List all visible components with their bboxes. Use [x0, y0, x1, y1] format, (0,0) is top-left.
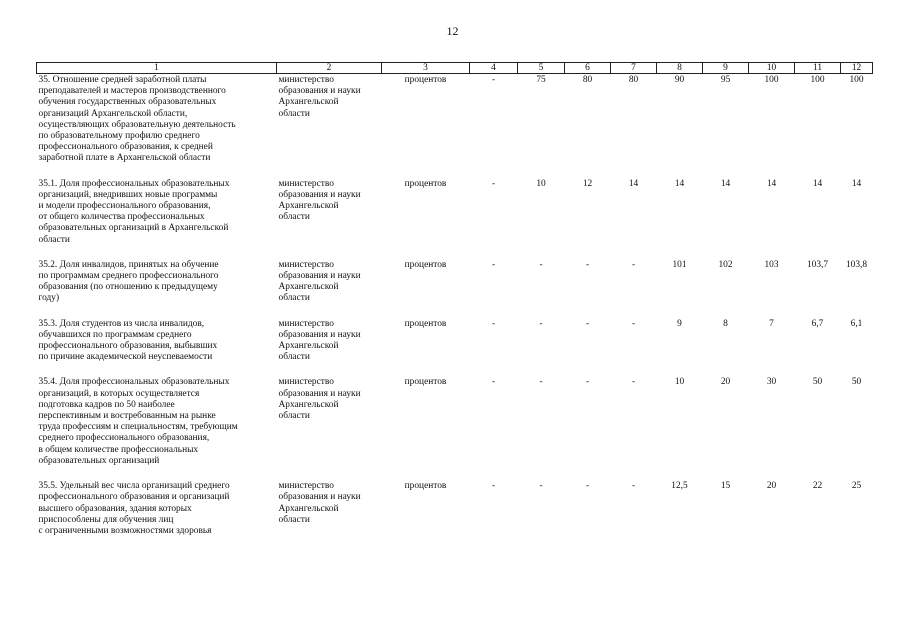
value-cell: 100	[849, 75, 864, 85]
value-cell: 10	[536, 178, 546, 189]
value-cell: 10	[674, 377, 685, 388]
unit-of-measure: процентов	[404, 75, 447, 85]
value-cell: 25	[851, 481, 862, 492]
value-cell: 75	[536, 75, 546, 85]
table-row	[37, 260, 873, 319]
column-header: 9	[703, 63, 749, 74]
table-row	[37, 319, 873, 378]
value-cell: 50	[812, 377, 823, 388]
value-cell: -	[539, 377, 543, 388]
responsible-executor: министерство образования и науки Архангельской области	[278, 481, 361, 525]
value-cell: 80	[582, 75, 593, 85]
value-cell: 6,1	[850, 318, 863, 329]
value-cell: 22	[812, 481, 823, 492]
indicators-table	[36, 62, 873, 551]
value-cell: 103	[764, 259, 779, 270]
value-cell: 14	[766, 178, 777, 189]
unit-of-measure: процентов	[404, 259, 447, 270]
column-header: 8	[657, 63, 703, 74]
unit-of-measure: процентов	[404, 481, 447, 492]
value-cell: 100	[764, 75, 779, 85]
value-cell: 101	[672, 259, 687, 270]
unit-of-measure: процентов	[404, 178, 447, 189]
value-cell: 100	[810, 75, 825, 85]
responsible-executor: министерство образования и науки Архангельской области	[278, 178, 361, 223]
value-cell: -	[491, 481, 496, 492]
indicator-name: 35.3. Доля студентов из числа инвалидов, обучавшихся по программам среднего профессионального образования, выбывших по причине академической неуспеваемости	[38, 318, 218, 363]
value-cell: 8	[723, 318, 728, 329]
column-header: 6	[565, 63, 611, 74]
indicator-name: 35.4. Доля профессиональных образовательных организаций, в которых осуществляется подготовка кадров по 50 наиболее перспективным и востребованным на рынке труда профессиям и специальностям, требующим среднего профессионального образования, в общем количестве профессиональных образовательных организаций	[38, 377, 238, 466]
column-header: 4	[470, 63, 518, 74]
indicator-name: 35.2. Доля инвалидов, принятых на обучение по программам среднего профессионального образования (по отношению к предыдущему году)	[38, 259, 219, 304]
value-cell: -	[631, 481, 636, 492]
responsible-executor: министерство образования и науки Архангельской области	[278, 377, 361, 422]
value-cell: -	[491, 377, 496, 388]
value-cell: -	[539, 481, 543, 492]
value-cell: -	[631, 318, 636, 329]
table-row	[37, 74, 873, 179]
indicator-name: 35.5. Удельный вес числа организаций среднего профессионального образования и организаций высшего образования, здания которых приспособлены для обучения лиц с ограниченными возможностями здоровья	[38, 481, 230, 536]
value-cell: 80	[628, 75, 639, 85]
unit-of-measure: процентов	[404, 377, 447, 388]
value-cell: 12	[582, 178, 593, 189]
value-cell: 90	[674, 75, 685, 85]
value-cell: 103,7	[806, 259, 829, 270]
column-number-row	[37, 63, 873, 74]
unit-of-measure: процентов	[404, 318, 447, 329]
value-cell: 9	[677, 318, 682, 329]
value-cell: 14	[720, 178, 731, 189]
value-cell: -	[491, 178, 496, 189]
value-cell: 14	[851, 178, 862, 189]
value-cell: -	[539, 259, 543, 270]
value-cell: 50	[851, 377, 862, 388]
value-cell: 14	[628, 178, 639, 189]
value-cell: -	[491, 318, 496, 329]
column-header: 12	[841, 63, 873, 74]
value-cell: -	[585, 481, 590, 492]
indicator-name: 35.1. Доля профессиональных образовательных организаций, внедривших новые программы и модели профессионального образования, от общего количества профессиональных образовательных организаций в Архангельской области	[38, 178, 230, 245]
responsible-executor: министерство образования и науки Архангельской области	[278, 318, 361, 363]
value-cell: 12,5	[671, 481, 688, 492]
value-cell: -	[491, 75, 496, 85]
column-header: 1	[37, 63, 277, 74]
value-cell: 95	[720, 75, 731, 85]
value-cell: 30	[766, 377, 777, 388]
value-cell: -	[491, 259, 496, 270]
column-header: 5	[518, 63, 565, 74]
responsible-executor: министерство образования и науки Архангельской области	[278, 75, 361, 119]
value-cell: 14	[812, 178, 823, 189]
value-cell: 102	[718, 259, 733, 270]
value-cell: -	[585, 377, 590, 388]
page-number: 12	[446, 24, 459, 38]
column-header: 2	[277, 63, 382, 74]
value-cell: -	[631, 377, 636, 388]
value-cell: 7	[769, 318, 774, 329]
table-row	[37, 481, 873, 551]
table-row	[37, 179, 873, 260]
column-header: 7	[611, 63, 657, 74]
value-cell: -	[585, 259, 590, 270]
column-header: 11	[795, 63, 841, 74]
column-header: 3	[382, 63, 470, 74]
value-cell: -	[539, 318, 543, 329]
table-row	[37, 377, 873, 481]
value-cell: 15	[720, 481, 731, 492]
value-cell: 20	[766, 481, 777, 492]
value-cell: 103,8	[845, 259, 868, 270]
value-cell: -	[585, 318, 590, 329]
value-cell: 14	[674, 178, 685, 189]
value-cell: 20	[720, 377, 731, 388]
column-header: 10	[749, 63, 795, 74]
value-cell: -	[631, 259, 636, 270]
value-cell: 6,7	[811, 318, 824, 329]
responsible-executor: министерство образования и науки Архангельской области	[278, 259, 361, 304]
indicator-name: 35. Отношение средней заработной платы преподавателей и мастеров производственного обучения государственных образовательных организаций Архангельской области, осуществляющих образовательную деятельность по образовательному профилю среднего профессионального образования, к средней заработной плате в Архангельской области	[38, 75, 236, 164]
